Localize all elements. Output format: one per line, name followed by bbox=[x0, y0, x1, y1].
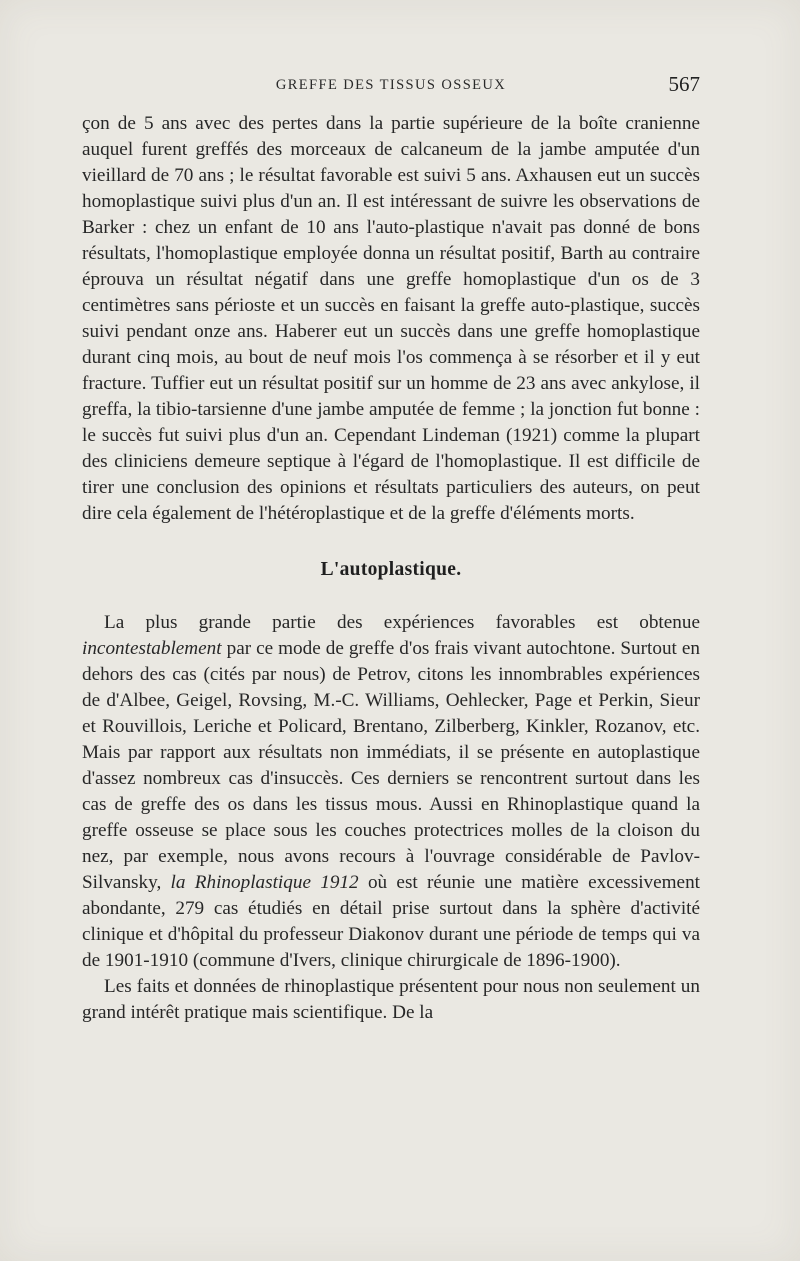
paragraph-text-part: La plus grande partie des expériences favorables est obtenue bbox=[104, 612, 700, 633]
book-title-italic: la Rhinoplastique 1912 bbox=[170, 872, 359, 893]
paragraph-text-part: par ce mode de greffe d'os frais vivant autochtone. Surtout en dehors des cas (cités par nous) de Petrov, citons les innombrables expériences de d'Albee, Geigel, Rovsing, M.-C. Williams, Oehlecker, Page et Perkin, Sieur et Rouvillois, Leriche et Policard, Brentano, Zilberberg, Kinkler, Rozanov, etc. Mais par rapport aux résultats non immédiats, il se présente en autoplastique d'assez nombreux cas d'insuccès. Ces derniers se rencontrent surtout dans les cas de greffe des os dans les tissus mous. Aussi en Rhinoplastique quand la greffe osseuse se place sous les couches protectrices molles de la cloison du nez, par exemple, nous avons recours à l'ouvrage considérable de Pavlov-Silvansky, bbox=[82, 638, 700, 893]
body-text bbox=[82, 111, 700, 1026]
paragraph-continuation: çon de 5 ans avec des pertes dans la partie supérieure de la boîte cranienne auquel furent greffés des morceaux de calcaneum de la jambe amputée d'un vieillard de 70 ans ; le résultat favorable est suivi 5 ans. Axhausen eut un succès homoplastique suivi plus d'un an. Il est intéressant de suivre les observations de Barker : chez un enfant de 10 ans l'auto-plastique n'avait pas donné de bons résultats, l'homoplastique employée donna un résultat positif, Barth au contraire éprouva un résultat négatif dans une greffe homoplastique d'un os de 3 centimètres sans périoste et un succès en faisant la greffe auto-plastique, succès suivi pendant onze ans. Haberer eut un succès dans une greffe homoplastique durant cinq mois, au bout de neuf mois l'os commença à se résorber et il y eut fracture. Tuffier eut un résultat positif sur un homme de 23 ans avec ankylose, il greffa, la tibio-tarsienne d'une jambe amputée de femme ; la jonction fut bonne : le succès fut suivi plus d'un an. Cependant Lindeman (1921) comme la plupart des cliniciens demeure septique à l'égard de l'homoplastique. Il est difficile de tirer une conclusion des opinions et résultats particuliers des auteurs, on peut dire cela également de l'hétéroplastique et de la greffe d'éléments morts. bbox=[82, 113, 700, 524]
running-title: GREFFE DES TISSUS OSSEUX bbox=[275, 77, 507, 93]
italic-word: incontestablement bbox=[82, 638, 222, 659]
page-header bbox=[82, 74, 700, 98]
paragraph-rhinoplastique: Les faits et données de rhinoplastique présentent pour nous non seulement un grand intérêt pratique mais scientifique. De la bbox=[82, 976, 700, 1023]
paragraph-text-part: où est réunie une matière excessivement abondante, 279 cas étudiés en détail prise surtout dans la sphère d'activité clinique et d'hôpital du professeur Diakonov durant une période de temps qui va de 1901-1910 (commune d'Ivers, clinique chirurgicale de 1896-1900). bbox=[82, 872, 700, 971]
section-heading: L'autoplastique. bbox=[320, 559, 462, 580]
page-number: 567 bbox=[668, 72, 700, 96]
paragraph-autoplastique bbox=[82, 610, 700, 974]
